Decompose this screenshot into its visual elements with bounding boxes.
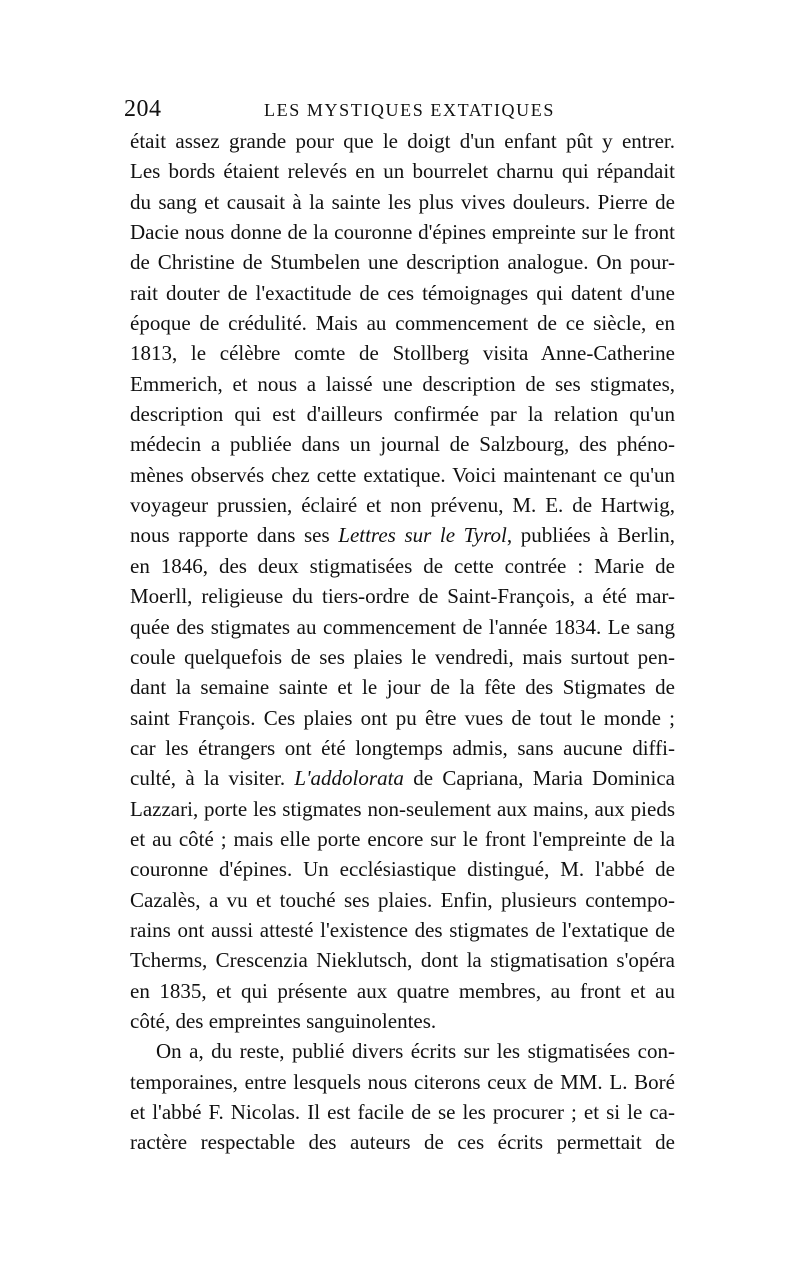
text-line <box>130 976 675 1006</box>
text-line <box>130 1006 675 1036</box>
page-number: 204 <box>124 96 162 122</box>
line-text: Cazalès, a vu et touché ses plaies. Enfin, plusieurs contempo- <box>130 887 675 912</box>
line-text: Les bords étaient relevés en un bourrelet charnu qui répandait <box>130 159 675 184</box>
text-line <box>130 217 675 247</box>
line-text: Lazzari, porte les stigmates non-seulement aux mains, aux pieds <box>130 796 675 821</box>
text-line <box>130 642 675 672</box>
text-line <box>130 247 675 277</box>
line-text: coule quelquefois de ses plaies le vendredi, mais surtout pen- <box>130 644 675 669</box>
text-line <box>130 187 675 217</box>
italic-title: Lettres sur le Tyrol <box>338 523 507 548</box>
text-line <box>130 915 675 945</box>
text-line <box>130 854 675 884</box>
line-text: rait douter de l'exactitude de ces témoignages qui datent d'une <box>130 280 675 305</box>
line-text: du sang et causait à la sainte les plus vives douleurs. Pierre de <box>130 189 675 214</box>
line-text: saint François. Ces plaies ont pu être vues de tout le monde ; <box>130 705 675 730</box>
text-line <box>130 156 675 186</box>
line-text: époque de crédulité. Mais au commencement de ce siècle, en <box>130 311 675 336</box>
line-text: nous rapporte dans ses <box>130 523 339 548</box>
line-text: culté, à la visiter. <box>130 766 295 791</box>
line-text: dant la semaine sainte et le jour de la fête des Stigmates de <box>130 675 675 700</box>
line-text: description qui est d'ailleurs confirmée par la relation qu'un <box>130 402 675 427</box>
italic-title: L'addolorata <box>294 766 404 791</box>
line-text: médecin a publiée dans un journal de Salzbourg, des phéno- <box>130 432 675 457</box>
text-line <box>130 763 675 793</box>
text-line <box>130 1127 675 1157</box>
text-line <box>130 429 675 459</box>
text-line <box>130 126 675 156</box>
line-text: 1813, le célèbre comte de Stollberg visita Anne-Catherine <box>130 341 675 366</box>
line-text: Moerll, religieuse du tiers-ordre de Saint-François, a été mar- <box>130 584 675 609</box>
line-text: Emmerich, et nous a laissé une description de ses stigmates, <box>130 371 675 396</box>
line-text: et l'abbé F. Nicolas. Il est facile de se les procurer ; et si le ca- <box>130 1100 675 1124</box>
text-line <box>130 612 675 642</box>
page-header <box>124 96 684 126</box>
text-line <box>130 945 675 975</box>
text-line <box>130 278 675 308</box>
line-text: en 1835, et qui présente aux quatre membres, au front et au <box>130 978 675 1003</box>
text-line <box>130 1036 675 1066</box>
line-text: temporaines, entre lesquels nous citerons ceux de MM. L. Boré <box>130 1069 675 1094</box>
text-line <box>130 338 675 368</box>
text-line <box>130 490 675 520</box>
text-line <box>130 1067 675 1097</box>
line-text: On a, du reste, publié divers écrits sur les stigmatisées con- <box>156 1039 675 1064</box>
text-line <box>130 703 675 733</box>
line-text-continued: de Capriana, Maria Dominica <box>403 766 675 791</box>
text-line <box>130 885 675 915</box>
text-line <box>130 794 675 824</box>
text-line <box>130 733 675 763</box>
text-line <box>130 1097 675 1127</box>
line-text: ractère respectable des auteurs de ces écrits permettait de <box>130 1130 675 1155</box>
line-text: de Christine de Stumbelen une description analogue. On pour- <box>130 250 675 275</box>
line-text: rains ont aussi attesté l'existence des stigmates de l'extatique de <box>130 917 675 942</box>
text-line <box>130 672 675 702</box>
text-line <box>130 551 675 581</box>
line-text: et au côté ; mais elle porte encore sur le front l'empreinte de la <box>130 826 675 851</box>
text-line <box>130 520 675 550</box>
line-text: était assez grande pour que le doigt d'un enfant pût y entrer. <box>130 129 675 153</box>
text-line <box>130 399 675 429</box>
text-line <box>130 460 675 490</box>
line-text: car les étrangers ont été longtemps admis, sans aucune diffi- <box>130 735 675 760</box>
line-text: Dacie nous donne de la couronne d'épines empreinte sur le front <box>130 220 675 245</box>
line-text: côté, des empreintes sanguinolentes. <box>130 1008 437 1033</box>
line-text: mènes observés chez cette extatique. Voici maintenant ce qu'un <box>130 462 675 487</box>
text-line <box>130 581 675 611</box>
line-text: en 1846, des deux stigmatisées de cette contrée : Marie de <box>130 553 675 578</box>
body-text <box>130 126 675 1158</box>
running-head: LES MYSTIQUES EXTATIQUES <box>264 100 555 120</box>
line-text: couronne d'épines. Un ecclésiastique distingué, M. l'abbé de <box>130 857 675 882</box>
line-text: Tcherms, Crescenzia Nieklutsch, dont la stigmatisation s'opéra <box>130 948 675 973</box>
line-text: voyageur prussien, éclairé et non prévenu, M. E. de Hartwig, <box>130 493 675 518</box>
text-line <box>130 308 675 338</box>
line-text-continued: , publiées à Berlin, <box>506 523 675 548</box>
text-line <box>130 824 675 854</box>
text-line <box>130 369 675 399</box>
line-text: quée des stigmates au commencement de l'année 1834. Le sang <box>130 614 675 639</box>
